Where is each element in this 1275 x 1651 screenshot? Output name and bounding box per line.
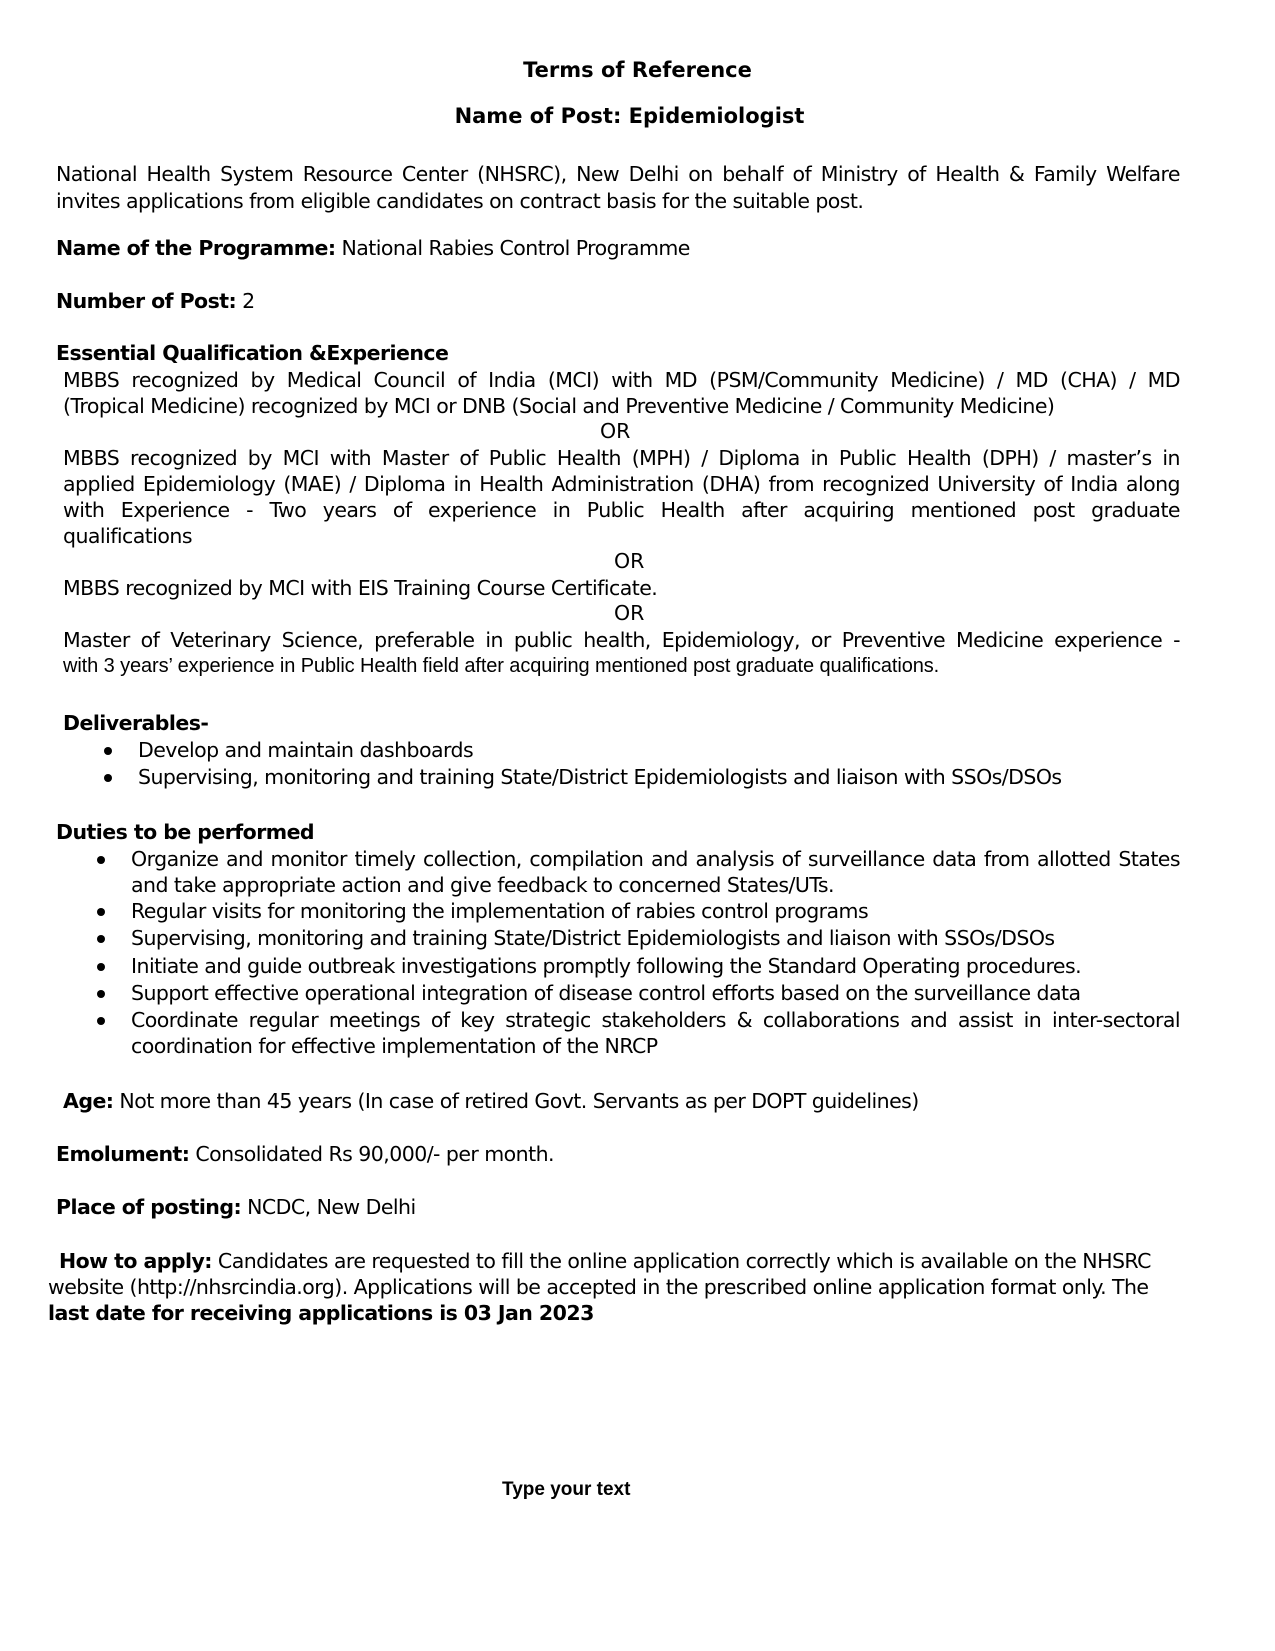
intro-line-1: National Health System Resource Center (NHSRC), New Delhi on behalf of Ministry of Health & Family Welfare bbox=[56, 162, 1180, 186]
bullet-icon bbox=[97, 990, 105, 998]
posting-label: Place of posting: bbox=[56, 1195, 242, 1219]
intro-line-2: invites applications from eligible candidates on contract basis for the suitable post. bbox=[56, 189, 864, 213]
emolument-label: Emolument: bbox=[56, 1142, 190, 1166]
bullet-icon bbox=[104, 747, 112, 755]
qualification-option-2-cont: qualifications bbox=[63, 524, 192, 548]
age-label: Age: bbox=[63, 1089, 114, 1113]
qualification-option-2-cont: applied Epidemiology (MAE) / Diploma in Health Administration (DHA) from recognized University of India along bbox=[63, 472, 1180, 496]
apply-text-cont bbox=[48, 1274, 1149, 1300]
emolument-field bbox=[56, 1141, 554, 1167]
list-item: Support effective operational integration of disease control efforts based on the surveillance data bbox=[131, 981, 1081, 1005]
programme-label: Name of the Programme: bbox=[56, 236, 336, 260]
or-separator: OR bbox=[614, 601, 645, 625]
bullet-icon bbox=[97, 908, 105, 916]
apply-field bbox=[59, 1248, 1151, 1274]
deliverables-heading: Deliverables- bbox=[63, 711, 209, 735]
qualification-heading: Essential Qualification &Experience bbox=[56, 341, 449, 365]
bullet-icon bbox=[97, 935, 105, 943]
or-separator: OR bbox=[614, 549, 645, 573]
list-item: Coordinate regular meetings of key strategic stakeholders & collaborations and assist in inter-sectoral bbox=[131, 1008, 1180, 1032]
bullet-icon bbox=[97, 856, 105, 864]
qualification-option-2-cont: with Experience - Two years of experience in Public Health after acquiring mentioned post graduate bbox=[63, 498, 1180, 522]
or-separator: OR bbox=[600, 419, 631, 443]
list-item-cont: coordination for effective implementation of the NRCP bbox=[131, 1034, 658, 1058]
apply-label: How to apply: bbox=[59, 1249, 212, 1273]
posts-field bbox=[56, 288, 255, 314]
list-item: Regular visits for monitoring the implementation of rabies control programs bbox=[131, 899, 869, 923]
bullet-icon bbox=[97, 963, 105, 971]
programme-field bbox=[56, 235, 690, 261]
list-item: Initiate and guide outbreak investigations promptly following the Standard Operating procedures. bbox=[131, 954, 1082, 978]
qualification-option-4-cont: with 3 years’ experience in Public Health field after acquiring mentioned post graduate qualifications. bbox=[63, 655, 940, 677]
bullet-icon bbox=[104, 774, 112, 782]
apply-text: website (http://nhsrcindia.org). Applications will be accepted in the prescribed online application format only. The bbox=[48, 1275, 1149, 1299]
apply-text: Candidates are requested to fill the online application correctly which is available on the NHSRC bbox=[211, 1249, 1151, 1273]
age-value: Not more than 45 years (In case of retired Govt. Servants as per DOPT guidelines) bbox=[113, 1089, 919, 1113]
programme-value: National Rabies Control Programme bbox=[335, 236, 690, 260]
posts-value: 2 bbox=[236, 289, 255, 313]
posting-field bbox=[56, 1194, 416, 1220]
list-item: Supervising, monitoring and training State/District Epidemiologists and liaison with SSOs/DSOs bbox=[138, 765, 1062, 789]
qualification-option-1: MBBS recognized by Medical Council of India (MCI) with MD (PSM/Community Medicine) / MD (CHA) / MD bbox=[63, 368, 1180, 392]
duties-heading: Duties to be performed bbox=[56, 820, 315, 844]
posts-label: Number of Post: bbox=[56, 289, 237, 313]
footer-placeholder-text[interactable]: Type your text bbox=[502, 1479, 631, 1500]
qualification-option-4: Master of Veterinary Science, preferable in public health, Epidemiology, or Preventive Medicine experience - bbox=[63, 628, 1180, 652]
list-item: Organize and monitor timely collection, compilation and analysis of surveillance data from allotted States bbox=[131, 847, 1180, 871]
deadline-text: last date for receiving applications is 03 Jan 2023 bbox=[48, 1301, 594, 1325]
qualification-option-2: MBBS recognized by MCI with Master of Public Health (MPH) / Diploma in Public Health (DPH) / master’s in bbox=[63, 446, 1180, 470]
bullet-icon bbox=[97, 1017, 105, 1025]
qualification-option-1-cont: (Tropical Medicine) recognized by MCI or DNB (Social and Preventive Medicine / Community Medicine) bbox=[63, 394, 1055, 418]
list-item: Develop and maintain dashboards bbox=[138, 738, 474, 762]
list-item: Supervising, monitoring and training State/District Epidemiologists and liaison with SSOs/DSOs bbox=[131, 926, 1055, 950]
post-name-heading: Name of Post: Epidemiologist bbox=[454, 104, 805, 128]
qualification-option-3: MBBS recognized by MCI with EIS Training Course Certificate. bbox=[63, 576, 658, 600]
age-field bbox=[63, 1088, 919, 1114]
posting-value: NCDC, New Delhi bbox=[241, 1195, 416, 1219]
emolument-value: Consolidated Rs 90,000/- per month. bbox=[189, 1142, 554, 1166]
list-item-cont: and take appropriate action and give feedback to concerned States/UTs. bbox=[131, 873, 834, 897]
document-title: Terms of Reference bbox=[523, 58, 752, 82]
